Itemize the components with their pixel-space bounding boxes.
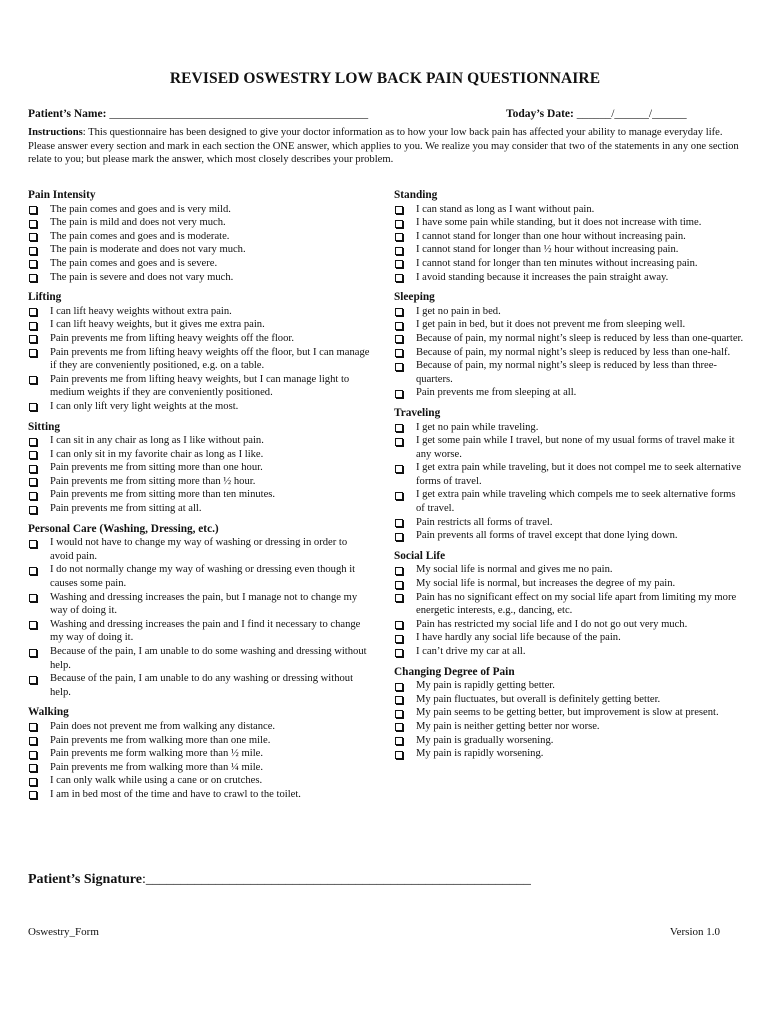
checkbox-icon[interactable]: [29, 506, 37, 514]
section-walking: [28, 706, 370, 801]
section-changing-degree-of-pain: [394, 666, 746, 761]
option-text: My pain seems to be getting better, but improvement is slow at present.: [416, 707, 719, 719]
checkbox-icon[interactable]: [395, 233, 403, 241]
checkbox-icon[interactable]: [29, 540, 37, 548]
option-text: I can only lift very light weights at the most.: [50, 400, 239, 412]
checkbox-icon[interactable]: [395, 683, 403, 691]
option-text: Pain restricts all forms of travel.: [416, 516, 553, 528]
option-row[interactable]: [28, 318, 370, 332]
option-row[interactable]: [28, 346, 370, 373]
section-traveling: [394, 407, 746, 543]
option-text: Pain prevents me from lifting heavy weights off the floor, but I can manage if they are conveniently positioned, e.g. on a table.: [50, 346, 370, 372]
option-text: Pain has restricted my social life and I do not go out very much.: [416, 618, 688, 630]
section-title: Traveling: [394, 406, 441, 419]
option-row[interactable]: [28, 305, 370, 319]
option-text: Because of pain, my normal night’s sleep is reduced by less than one-half.: [416, 346, 731, 358]
checkbox-icon[interactable]: [395, 519, 403, 527]
option-row[interactable]: [28, 373, 370, 400]
signature-field[interactable]: [28, 872, 531, 888]
instructions: [28, 126, 746, 167]
option-row[interactable]: [28, 271, 370, 285]
option-row[interactable]: [28, 488, 370, 502]
option-row[interactable]: [28, 502, 370, 516]
option-text: Pain prevents me from sitting more than ½ hour.: [50, 475, 256, 487]
option-text: I avoid standing because it increases the pain straight away.: [416, 271, 669, 283]
todays-date-label: Today’s Date:: [506, 108, 574, 120]
checkbox-icon[interactable]: [29, 438, 37, 446]
option-row[interactable]: [394, 488, 746, 515]
checkbox-icon[interactable]: [29, 594, 37, 602]
checkbox-icon[interactable]: [29, 649, 37, 657]
section-standing: [394, 189, 746, 284]
checkbox-icon[interactable]: [395, 465, 403, 473]
option-text: I have some pain while standing, but it does not increase with time.: [416, 217, 702, 229]
checkbox-icon[interactable]: [29, 778, 37, 786]
option-text: My social life is normal and gives me no pain.: [416, 564, 613, 576]
checkbox-icon[interactable]: [395, 322, 403, 330]
checkbox-icon[interactable]: [395, 621, 403, 629]
option-row[interactable]: [28, 591, 370, 618]
section-title: Changing Degree of Pain: [394, 665, 515, 678]
instructions-label: Instructions: [28, 127, 83, 138]
option-row[interactable]: [394, 346, 746, 360]
checkbox-icon[interactable]: [395, 424, 403, 432]
signature-line[interactable]: :_______________________________________________________: [141, 872, 531, 887]
section-sleeping: [394, 291, 746, 400]
option-text: Pain prevents me from lifting heavy weights, but I can manage light to medium weights if they are conveniently positioned.: [50, 373, 350, 399]
option-text: I can only sit in my favorite chair as long as I like.: [50, 448, 264, 460]
checkbox-icon[interactable]: [395, 390, 403, 398]
option-row[interactable]: [394, 618, 746, 632]
option-text: I get pain in bed, but it does not prevent me from sleeping well.: [416, 319, 686, 331]
checkbox-icon[interactable]: [395, 581, 403, 589]
option-text: I have hardly any social life because of the pain.: [416, 632, 621, 644]
option-text: I get no pain in bed.: [416, 305, 501, 317]
option-row[interactable]: [394, 706, 746, 720]
option-text: Because of the pain, I am unable to do some washing and dressing without help.: [50, 646, 367, 671]
option-text: Washing and dressing increases the pain and I find it necessary to change my way of doing it.: [50, 618, 361, 644]
option-text: My pain is neither getting better nor worse.: [416, 720, 600, 732]
section-title: Walking: [28, 706, 69, 719]
option-text: The pain comes and goes and is severe.: [50, 257, 218, 269]
checkbox-icon[interactable]: [29, 751, 37, 759]
option-text: The pain comes and goes and is moderate.: [50, 230, 230, 242]
option-row[interactable]: [394, 631, 746, 645]
option-row[interactable]: [394, 216, 746, 230]
option-text: Pain does not prevent me from walking any distance.: [50, 720, 276, 732]
option-row[interactable]: [394, 243, 746, 257]
checkbox-icon[interactable]: [395, 635, 403, 643]
option-text: My pain is gradually worsening.: [416, 734, 554, 746]
option-row[interactable]: [394, 563, 746, 577]
page-title: REVISED OSWESTRY LOW BACK PAIN QUESTIONNAIRE: [169, 70, 601, 87]
option-row[interactable]: [394, 693, 746, 707]
option-row[interactable]: [394, 679, 746, 693]
checkbox-icon[interactable]: [395, 723, 403, 731]
checkbox-icon[interactable]: [29, 376, 37, 384]
checkbox-icon[interactable]: [395, 438, 403, 446]
checkbox-icon[interactable]: [29, 322, 37, 330]
option-row[interactable]: [28, 747, 370, 761]
checkbox-icon[interactable]: [395, 206, 403, 214]
section-pain-intensity: [28, 189, 370, 284]
checkbox-icon[interactable]: [29, 723, 37, 731]
option-text: My social life is normal, but increases the degree of my pain.: [416, 578, 676, 590]
option-text: Pain prevents me form walking more than ½ mile.: [50, 748, 264, 760]
option-row[interactable]: [394, 747, 746, 761]
section-title: Sitting: [28, 420, 61, 433]
option-row[interactable]: [394, 359, 746, 386]
option-row[interactable]: [28, 645, 370, 672]
checkbox-icon[interactable]: [395, 308, 403, 316]
option-row[interactable]: [28, 461, 370, 475]
checkbox-icon[interactable]: [395, 492, 403, 500]
footer-form-name: Oswestry_Form: [28, 926, 99, 938]
option-text: I get extra pain while traveling which compels me to seek alternative forms of travel.: [416, 489, 736, 515]
option-row[interactable]: [28, 672, 370, 699]
checkbox-icon[interactable]: [395, 274, 403, 282]
checkbox-icon[interactable]: [29, 247, 37, 255]
section-title: Social Life: [394, 549, 446, 562]
option-text: My pain is rapidly getting better.: [416, 680, 555, 692]
option-text: Pain prevents all forms of travel except that done lying down.: [416, 530, 678, 542]
checkbox-icon[interactable]: [29, 260, 37, 268]
option-text: My pain fluctuates, but overall is definitely getting better.: [416, 693, 661, 705]
option-text: The pain is severe and does not vary much.: [50, 271, 234, 283]
section-sitting: [28, 421, 370, 516]
option-row[interactable]: [394, 230, 746, 244]
option-row[interactable]: [394, 421, 746, 435]
option-row[interactable]: [28, 563, 370, 590]
option-row[interactable]: [394, 645, 746, 659]
checkbox-icon[interactable]: [29, 335, 37, 343]
option-row[interactable]: [394, 720, 746, 734]
option-row[interactable]: [28, 774, 370, 788]
option-text: I get extra pain while traveling, but it does not compel me to seek alternative forms of travel.: [416, 462, 742, 487]
option-text: I can sit in any chair as long as I like without pain.: [50, 435, 264, 447]
patient-name-field[interactable]: [28, 108, 368, 120]
checkbox-icon[interactable]: [29, 676, 37, 684]
signature-label: Patient’s Signature: [28, 872, 142, 887]
option-row[interactable]: [394, 516, 746, 530]
option-row[interactable]: [394, 529, 746, 543]
option-text: I get some pain while I travel, but none of my usual forms of travel make it any worse.: [416, 435, 735, 460]
checkbox-icon[interactable]: [29, 308, 37, 316]
option-text: Pain prevents me from lifting heavy weights off the floor.: [50, 332, 294, 344]
checkbox-icon[interactable]: [395, 594, 403, 602]
checkbox-icon[interactable]: [29, 403, 37, 411]
right-column: [394, 189, 746, 768]
todays-date-field[interactable]: [506, 108, 687, 120]
checkbox-icon[interactable]: [395, 737, 403, 745]
option-text: Pain prevents me from sitting at all.: [50, 503, 202, 515]
option-row[interactable]: [28, 400, 370, 414]
option-row[interactable]: [28, 475, 370, 489]
option-row[interactable]: [28, 448, 370, 462]
checkbox-icon[interactable]: [395, 567, 403, 575]
option-text: I cannot stand for longer than one hour without increasing pain.: [416, 230, 686, 242]
option-text: I cannot stand for longer than ½ hour without increasing pain.: [416, 244, 679, 256]
option-text: I get no pain while traveling.: [416, 421, 539, 433]
checkbox-icon[interactable]: [29, 274, 37, 282]
checkbox-icon[interactable]: [395, 363, 403, 371]
todays-date-blank[interactable]: ______/______/______: [576, 108, 687, 120]
option-row[interactable]: [28, 536, 370, 563]
option-row[interactable]: [394, 305, 746, 319]
section-title: Lifting: [28, 291, 62, 304]
checkbox-icon[interactable]: [29, 567, 37, 575]
option-text: Pain prevents me from sitting more than one hour.: [50, 462, 263, 474]
option-row[interactable]: [394, 434, 746, 461]
section-title: Sleeping: [394, 291, 435, 304]
checkbox-icon[interactable]: [29, 764, 37, 772]
checkbox-icon[interactable]: [29, 206, 37, 214]
section-title: Personal Care (Washing, Dressing, etc.): [28, 522, 219, 535]
option-row[interactable]: [28, 243, 370, 257]
option-text: My pain is rapidly worsening.: [416, 748, 544, 760]
option-row[interactable]: [28, 720, 370, 734]
checkbox-icon[interactable]: [29, 791, 37, 799]
option-text: I do not normally change my way of washing or dressing even though it causes some pain.: [50, 564, 356, 590]
patient-name-blank[interactable]: _____________________________________________: [109, 108, 369, 120]
option-text: I can stand as long as I want without pain.: [416, 203, 595, 215]
option-text: I can’t drive my car at all.: [416, 646, 526, 657]
footer-version: Version 1.0: [669, 926, 720, 938]
option-text: I would not have to change my way of washing or dressing in order to avoid pain.: [50, 537, 348, 562]
checkbox-icon[interactable]: [395, 335, 403, 343]
option-row[interactable]: [394, 332, 746, 346]
option-row[interactable]: [394, 591, 746, 618]
option-row[interactable]: [28, 734, 370, 748]
section-personal-care-washing-dressing-etc: [28, 523, 370, 700]
checkbox-icon[interactable]: [29, 737, 37, 745]
option-text: Pain prevents me from sleeping at all.: [416, 387, 577, 399]
option-row[interactable]: [28, 434, 370, 448]
section-title: Pain Intensity: [28, 189, 96, 201]
option-row[interactable]: [394, 318, 746, 332]
option-row[interactable]: [28, 332, 370, 346]
option-text: Pain prevents me from walking more than ¼ mile.: [50, 761, 264, 773]
option-text: Because of the pain, I am unable to do any washing or dressing without help.: [50, 673, 354, 698]
option-row[interactable]: [28, 788, 370, 802]
section-lifting: [28, 291, 370, 413]
checkbox-icon[interactable]: [395, 220, 403, 228]
option-text: I can lift heavy weights, but it gives me extra pain.: [50, 319, 265, 331]
option-row[interactable]: [394, 271, 746, 285]
option-text: I cannot stand for longer than ten minutes without increasing pain.: [416, 257, 698, 269]
option-row[interactable]: [394, 734, 746, 748]
section-social-life: [394, 550, 746, 659]
checkbox-icon[interactable]: [29, 478, 37, 486]
option-row[interactable]: [28, 257, 370, 271]
checkbox-icon[interactable]: [395, 710, 403, 718]
checkbox-icon[interactable]: [395, 349, 403, 357]
checkbox-icon[interactable]: [395, 260, 403, 268]
option-row[interactable]: [394, 577, 746, 591]
checkbox-icon[interactable]: [29, 465, 37, 473]
option-text: The pain is mild and does not very much.: [50, 217, 226, 229]
option-row[interactable]: [394, 203, 746, 217]
checkbox-icon[interactable]: [29, 621, 37, 629]
option-text: I can lift heavy weights without extra pain.: [50, 305, 232, 317]
option-text: The pain comes and goes and is very mild.: [50, 203, 231, 215]
checkbox-icon[interactable]: [29, 233, 37, 241]
option-row[interactable]: [28, 216, 370, 230]
checkbox-icon[interactable]: [395, 247, 403, 255]
instructions-text: : This questionnaire has been designed to give your doctor information as to how your low back pain has affected your ability to manage everyday life. Please answer every section and mark in each section the ONE answer, which applies to you. We realize you may consider that two of the statements in any one section relate to you; but please mark the answer, which most closely describes your problem.: [28, 127, 739, 166]
left-column: [28, 189, 370, 809]
option-row[interactable]: [394, 257, 746, 271]
option-text: The pain is moderate and does not vary much.: [50, 244, 246, 256]
checkbox-icon[interactable]: [29, 492, 37, 500]
checkbox-icon[interactable]: [29, 451, 37, 459]
checkbox-icon[interactable]: [395, 696, 403, 704]
option-text: I am in bed most of the time and have to crawl to the toilet.: [50, 788, 301, 800]
option-text: Because of pain, my normal night’s sleep is reduced by less than one-quarter.: [416, 332, 744, 344]
checkbox-icon[interactable]: [395, 751, 403, 759]
checkbox-icon[interactable]: [29, 349, 37, 357]
option-row[interactable]: [394, 386, 746, 400]
option-text: I can only walk while using a cane or on crutches.: [50, 775, 263, 787]
option-row[interactable]: [28, 230, 370, 244]
option-row[interactable]: [28, 618, 370, 645]
checkbox-icon[interactable]: [395, 649, 403, 657]
option-text: Washing and dressing increases the pain, but I manage not to change my way of doing it.: [50, 591, 358, 617]
option-row[interactable]: [28, 203, 370, 217]
patient-name-label: Patient’s Name:: [28, 108, 107, 120]
section-title: Standing: [394, 189, 438, 201]
checkbox-icon[interactable]: [395, 533, 403, 541]
option-row[interactable]: [394, 461, 746, 488]
option-text: Because of pain, my normal night’s sleep is reduced by less than three-quarters.: [416, 360, 717, 385]
checkbox-icon[interactable]: [29, 220, 37, 228]
option-text: Pain prevents me from walking more than one mile.: [50, 734, 271, 746]
option-text: Pain has no significant effect on my social life apart from limiting my more energetic interests, e.g., dancing, etc.: [416, 591, 737, 617]
option-row[interactable]: [28, 761, 370, 775]
option-text: Pain prevents me from sitting more than ten minutes.: [50, 489, 276, 501]
